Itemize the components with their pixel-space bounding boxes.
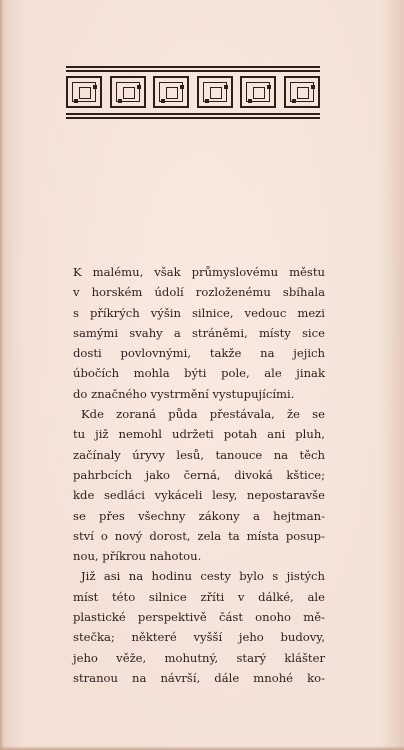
ornament-top-rule-2 [66, 70, 320, 72]
text-line: v horském údolí rozloženému sbíhala [73, 285, 325, 300]
text-line: ství o nový dorost, zela ta místa posup- [73, 528, 325, 543]
ornament-box-row [66, 76, 320, 108]
text-line: nou, příkrou nahotou. [73, 549, 202, 564]
text-line: míst této silnice zříti v dálké, ale [73, 589, 325, 604]
header-ornament [66, 66, 320, 118]
text-line: jeho věže, mohutný, starý klášter [73, 650, 325, 665]
text-line: pahrbcích jako černá, divoká kštice; [73, 467, 325, 482]
page-bottom-edge-shadow [0, 746, 404, 750]
greek-key-box-icon [110, 76, 146, 108]
text-line: se přes všechny zákony a hejtman- [73, 508, 325, 523]
ornament-bottom-rule-2 [66, 117, 320, 119]
text-line: plastické perspektivě část onoho mě- [73, 610, 325, 625]
text-line: K malému, však průmyslovému městu [73, 265, 325, 279]
greek-key-box-icon [66, 76, 102, 108]
text-line: do značného vystrmění vystupujícími. [73, 386, 295, 401]
text-line: začínaly úryvy lesů, tanouce na těch [73, 447, 325, 462]
text-line: tu již nemohl udržeti potah ani pluh, [73, 427, 325, 442]
ornament-top-rule [66, 66, 320, 68]
text-line: stečka; některé vyšší jeho budovy, [73, 630, 325, 645]
text-line: úbočích mohla býti pole, ale jinak [73, 366, 325, 381]
text-line: kde sedláci vykáceli lesy, nepostaravše [73, 488, 325, 503]
greek-key-box-icon [284, 76, 320, 108]
body-text [73, 262, 325, 688]
text-line: samými svahy a stráněmi, místy sice [73, 325, 325, 340]
text-line: s příkrých výšin silnice, vedouc mezi [73, 305, 325, 320]
text-line: Kde zoraná půda přestávala, že se [81, 407, 325, 422]
text-line: dosti povlovnými, takže na jejich [73, 346, 325, 361]
greek-key-box-icon [153, 76, 189, 108]
greek-key-box-icon [240, 76, 276, 108]
greek-key-box-icon [197, 76, 233, 108]
page-left-edge-shadow [0, 0, 4, 750]
ornament-bottom-rule [66, 113, 320, 115]
text-line: Již asi na hodinu cesty bylo s jistých [81, 569, 325, 584]
text-line: stranou na návrší, dále mnohé ko- [73, 670, 325, 685]
